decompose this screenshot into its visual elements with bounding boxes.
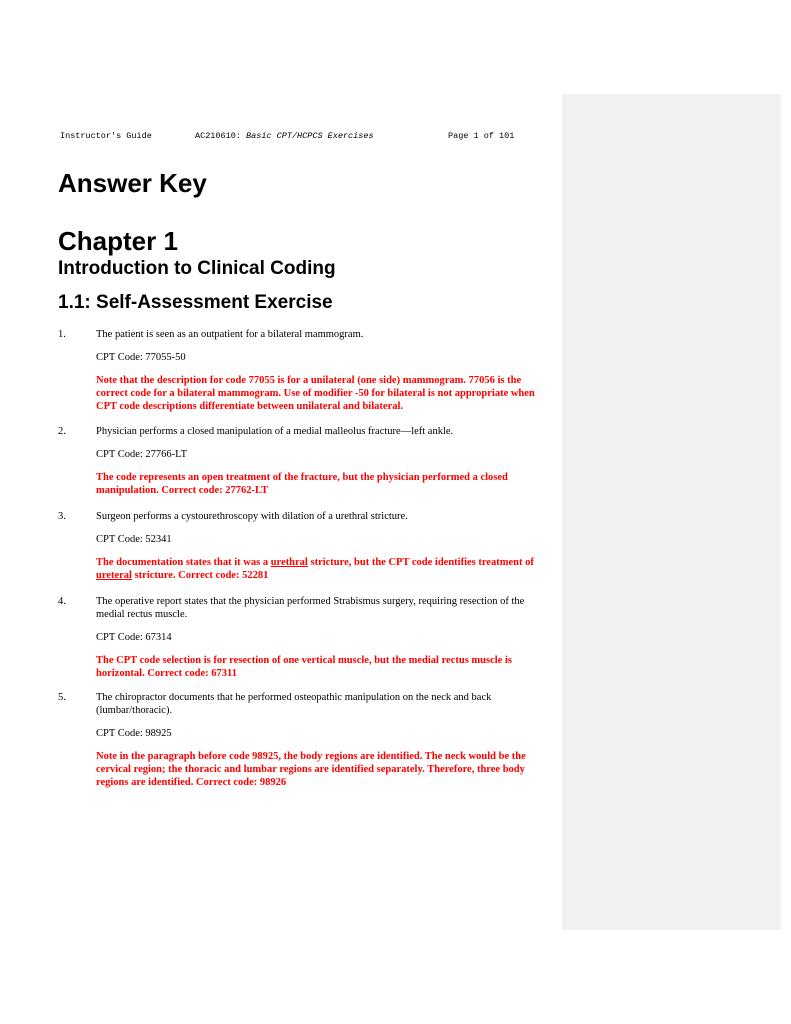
exercise-item-4 [58, 595, 548, 680]
header-course [195, 131, 374, 141]
header-guide-label: Instructor's Guide [60, 131, 152, 141]
item-number: 2. [58, 426, 66, 437]
item-question: The patient is seen as an outpatient for a bilateral mammogram. [96, 329, 364, 340]
header-page-number: Page 1 of 101 [448, 131, 515, 141]
note-underlined-term: urethral [270, 557, 308, 568]
chapter-title: Chapter 1 [58, 226, 178, 256]
exercise-item-2 [58, 425, 548, 497]
header-course-code: AC210610: [195, 131, 241, 141]
item-number: 3. [58, 511, 66, 522]
item-answer-note: Note in the paragraph before code 98925, the body regions are identified. The neck would be the cervical region; the thoracic and lumbar regions are identified separately. Therefore, three body regions are identified. Correct code: 98926 [96, 751, 526, 788]
item-number: 1. [58, 329, 66, 340]
section-heading: 1.1: Self-Assessment Exercise [58, 292, 333, 313]
header-course-title: Basic CPT/HCPCS Exercises [246, 131, 374, 141]
item-cpt-code: CPT Code: 67314 [96, 632, 172, 643]
item-question: The operative report states that the physician performed Strabismus surgery, requiring resection of the medial rectus muscle. [96, 596, 525, 620]
item-question: Physician performs a closed manipulation of a medial malleolus fracture—left ankle. [96, 426, 454, 437]
note-text: stricture, but the CPT code identifies treatment of [307, 557, 534, 568]
exercise-item-3 [58, 510, 548, 582]
answer-key-title: Answer Key [58, 168, 207, 198]
note-underlined-term: ureteral [96, 570, 132, 581]
item-cpt-code: CPT Code: 52341 [96, 534, 172, 545]
item-number: 4. [58, 596, 66, 607]
item-cpt-code: CPT Code: 98925 [96, 728, 172, 739]
note-text: stricture. Correct code: 52281 [131, 570, 269, 581]
exercise-item-1 [58, 328, 548, 413]
item-cpt-code: CPT Code: 27766-LT [96, 449, 188, 460]
chapter-subtitle: Introduction to Clinical Coding [58, 258, 336, 279]
item-answer-note: The code represents an open treatment of the fracture, but the physician performed a closed manipulation. Correct code: 27762-LT [96, 472, 508, 496]
item-answer-note: The CPT code selection is for resection of one vertical muscle, but the medial rectus muscle is horizontal. Correct code: 67311 [96, 655, 512, 679]
item-question: The chiropractor documents that he performed osteopathic manipulation on the neck and back (lumbar/thoracic). [96, 692, 492, 716]
note-text: The documentation states that it was a [96, 557, 271, 568]
item-cpt-code: CPT Code: 77055-50 [96, 352, 186, 363]
comment-pane [562, 94, 781, 930]
item-answer-note [96, 556, 548, 582]
exercise-item-5 [58, 691, 548, 789]
item-number: 5. [58, 692, 66, 703]
item-answer-note: Note that the description for code 77055 is for a unilateral (one side) mammogram. 77056 is the correct code for a bilateral mammogram. Use of modifier -50 for bilateral is not appropriate when CPT code descriptions differentiate between unilateral and bilateral. [96, 375, 535, 412]
item-question: Surgeon performs a cystourethroscopy with dilation of a urethral stricture. [96, 511, 408, 522]
